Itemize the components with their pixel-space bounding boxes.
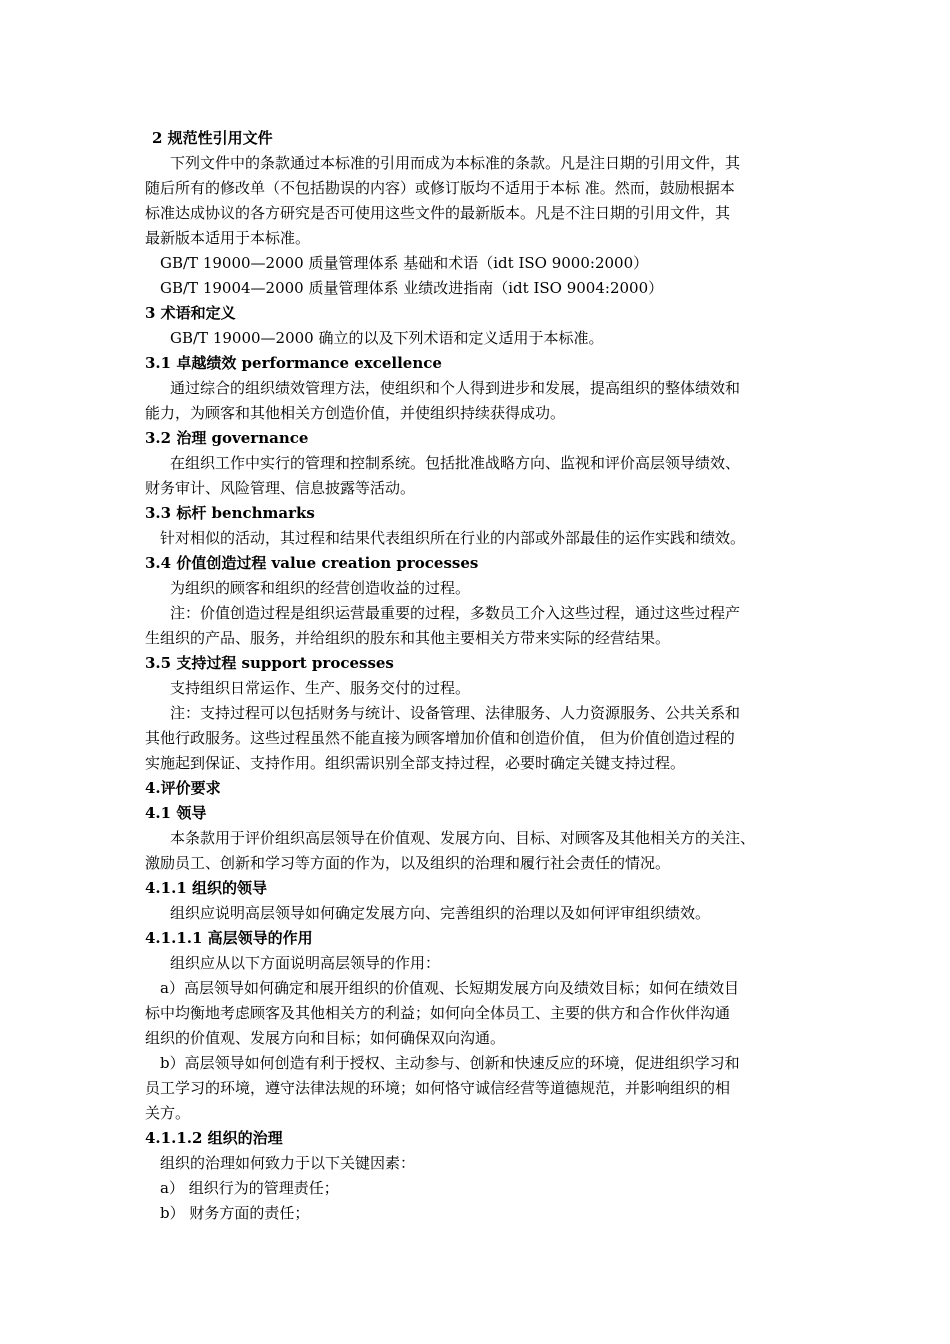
paragraph-line: 在组织工作中实行的管理和控制系统。包括批准战略方向、监视和评价高层领导绩效、 [170, 454, 741, 472]
section-2-heading: 2 规范性引用文件 [152, 129, 273, 147]
paragraph-line: 注：支持过程可以包括财务与统计、设备管理、法律服务、人力资源服务、公共关系和 [170, 704, 741, 722]
paragraph-line: 实施起到保证、支持作用。组织需识别全部支持过程，必要时确定关键支持过程。 [145, 754, 686, 772]
paragraph-line: b） 财务方面的责任； [160, 1204, 310, 1222]
paragraph-line: 通过综合的组织绩效管理方法，使组织和个人得到进步和发展，提高组织的整体绩效和 [170, 379, 741, 397]
paragraph-line: 本条款用于评价组织高层领导在价值观、发展方向、目标、对顾客及其他相关方的关注、 [170, 829, 756, 847]
paragraph-line: 注：价值创造过程是组织运营最重要的过程，多数员工介入这些过程，通过这些过程产 [170, 604, 741, 622]
section-4-heading: 4.评价要求 [145, 779, 221, 797]
section-4-1-heading: 4.1 领导 [145, 804, 207, 822]
paragraph-line: 为组织的顾客和组织的经营创造收益的过程。 [170, 579, 471, 597]
term-3-4-heading: 3.4 价值创造过程 value creation processes [145, 554, 479, 572]
paragraph-line: 支持组织日常运作、生产、服务交付的过程。 [170, 679, 471, 697]
paragraph-line: 随后所有的修改单（不包括勘误的内容）或修订版均不适用于本标 准。然而，鼓励根据本 [145, 179, 735, 197]
paragraph-line: 其他行政服务。这些过程虽然不能直接为顾客增加价值和创造价值， 但为价值创造过程的 [145, 729, 735, 747]
term-3-3-heading: 3.3 标杆 benchmarks [145, 504, 315, 522]
paragraph-line: 组织的治理如何致力于以下关键因素： [160, 1154, 416, 1172]
paragraph-line: a）高层领导如何确定和展开组织的价值观、长短期发展方向及绩效目标；如何在绩效目 [160, 979, 739, 997]
paragraph-line: 针对相似的活动，其过程和结果代表组织所在行业的内部或外部最佳的运作实践和绩效。 [160, 529, 746, 547]
paragraph-line: 生组织的产品、服务，并给组织的股东和其他主要相关方带来实际的经营结果。 [145, 629, 671, 647]
paragraph-line: 关方。 [145, 1104, 191, 1122]
paragraph-line: 标准达成协议的各方研究是否可使用这些文件的最新版本。凡是不注日期的引用文件，其 [145, 204, 731, 222]
paragraph-line: 下列文件中的条款通过本标准的引用而成为本标准的条款。凡是注日期的引用文件，其 [170, 154, 741, 172]
section-4-1-1-1-heading: 4.1.1.1 高层领导的作用 [145, 929, 313, 947]
paragraph-line: 组织的价值观、发展方向和目标；如何确保双向沟通。 [145, 1029, 506, 1047]
section-4-1-1-2-heading: 4.1.1.2 组织的治理 [145, 1129, 283, 1147]
paragraph-line: 激励员工、创新和学习等方面的作为，以及组织的治理和履行社会责任的情况。 [145, 854, 671, 872]
paragraph-line: GB/T 19000—2000 质量管理体系 基础和术语（idt ISO 9000:2000） [160, 254, 649, 272]
section-3-heading: 3 术语和定义 [145, 304, 236, 322]
paragraph-line: GB/T 19004—2000 质量管理体系 业绩改进指南（idt ISO 9004:2000） [160, 279, 664, 297]
paragraph-line: 最新版本适用于本标准。 [145, 229, 311, 247]
paragraph-line: a） 组织行为的管理责任； [160, 1179, 339, 1197]
paragraph-line: b）高层领导如何创造有利于授权、主动参与、创新和快速反应的环境，促进组织学习和 [160, 1054, 740, 1072]
term-3-1-heading: 3.1 卓越绩效 performance excellence [145, 354, 442, 372]
paragraph-line: 员工学习的环境，遵守法律法规的环境；如何恪守诚信经营等道德规范，并影响组织的相 [145, 1079, 731, 1097]
paragraph-line: 能力，为顾客和其他相关方创造价值，并使组织持续获得成功。 [145, 404, 566, 422]
section-4-1-1-heading: 4.1.1 组织的领导 [145, 879, 267, 897]
term-3-2-heading: 3.2 治理 governance [145, 429, 309, 447]
paragraph-line: 组织应说明高层领导如何确定发展方向、完善组织的治理以及如何评审组织绩效。 [170, 904, 711, 922]
paragraph-line: 标中均衡地考虑顾客及其他相关方的利益；如何向全体员工、主要的供方和合作伙伴沟通 [145, 1004, 731, 1022]
paragraph-line: GB/T 19000—2000 确立的以及下列术语和定义适用于本标准。 [170, 329, 604, 347]
term-3-5-heading: 3.5 支持过程 support processes [145, 654, 394, 672]
paragraph-line: 财务审计、风险管理、信息披露等活动。 [145, 479, 416, 497]
paragraph-line: 组织应从以下方面说明高层领导的作用： [170, 954, 441, 972]
